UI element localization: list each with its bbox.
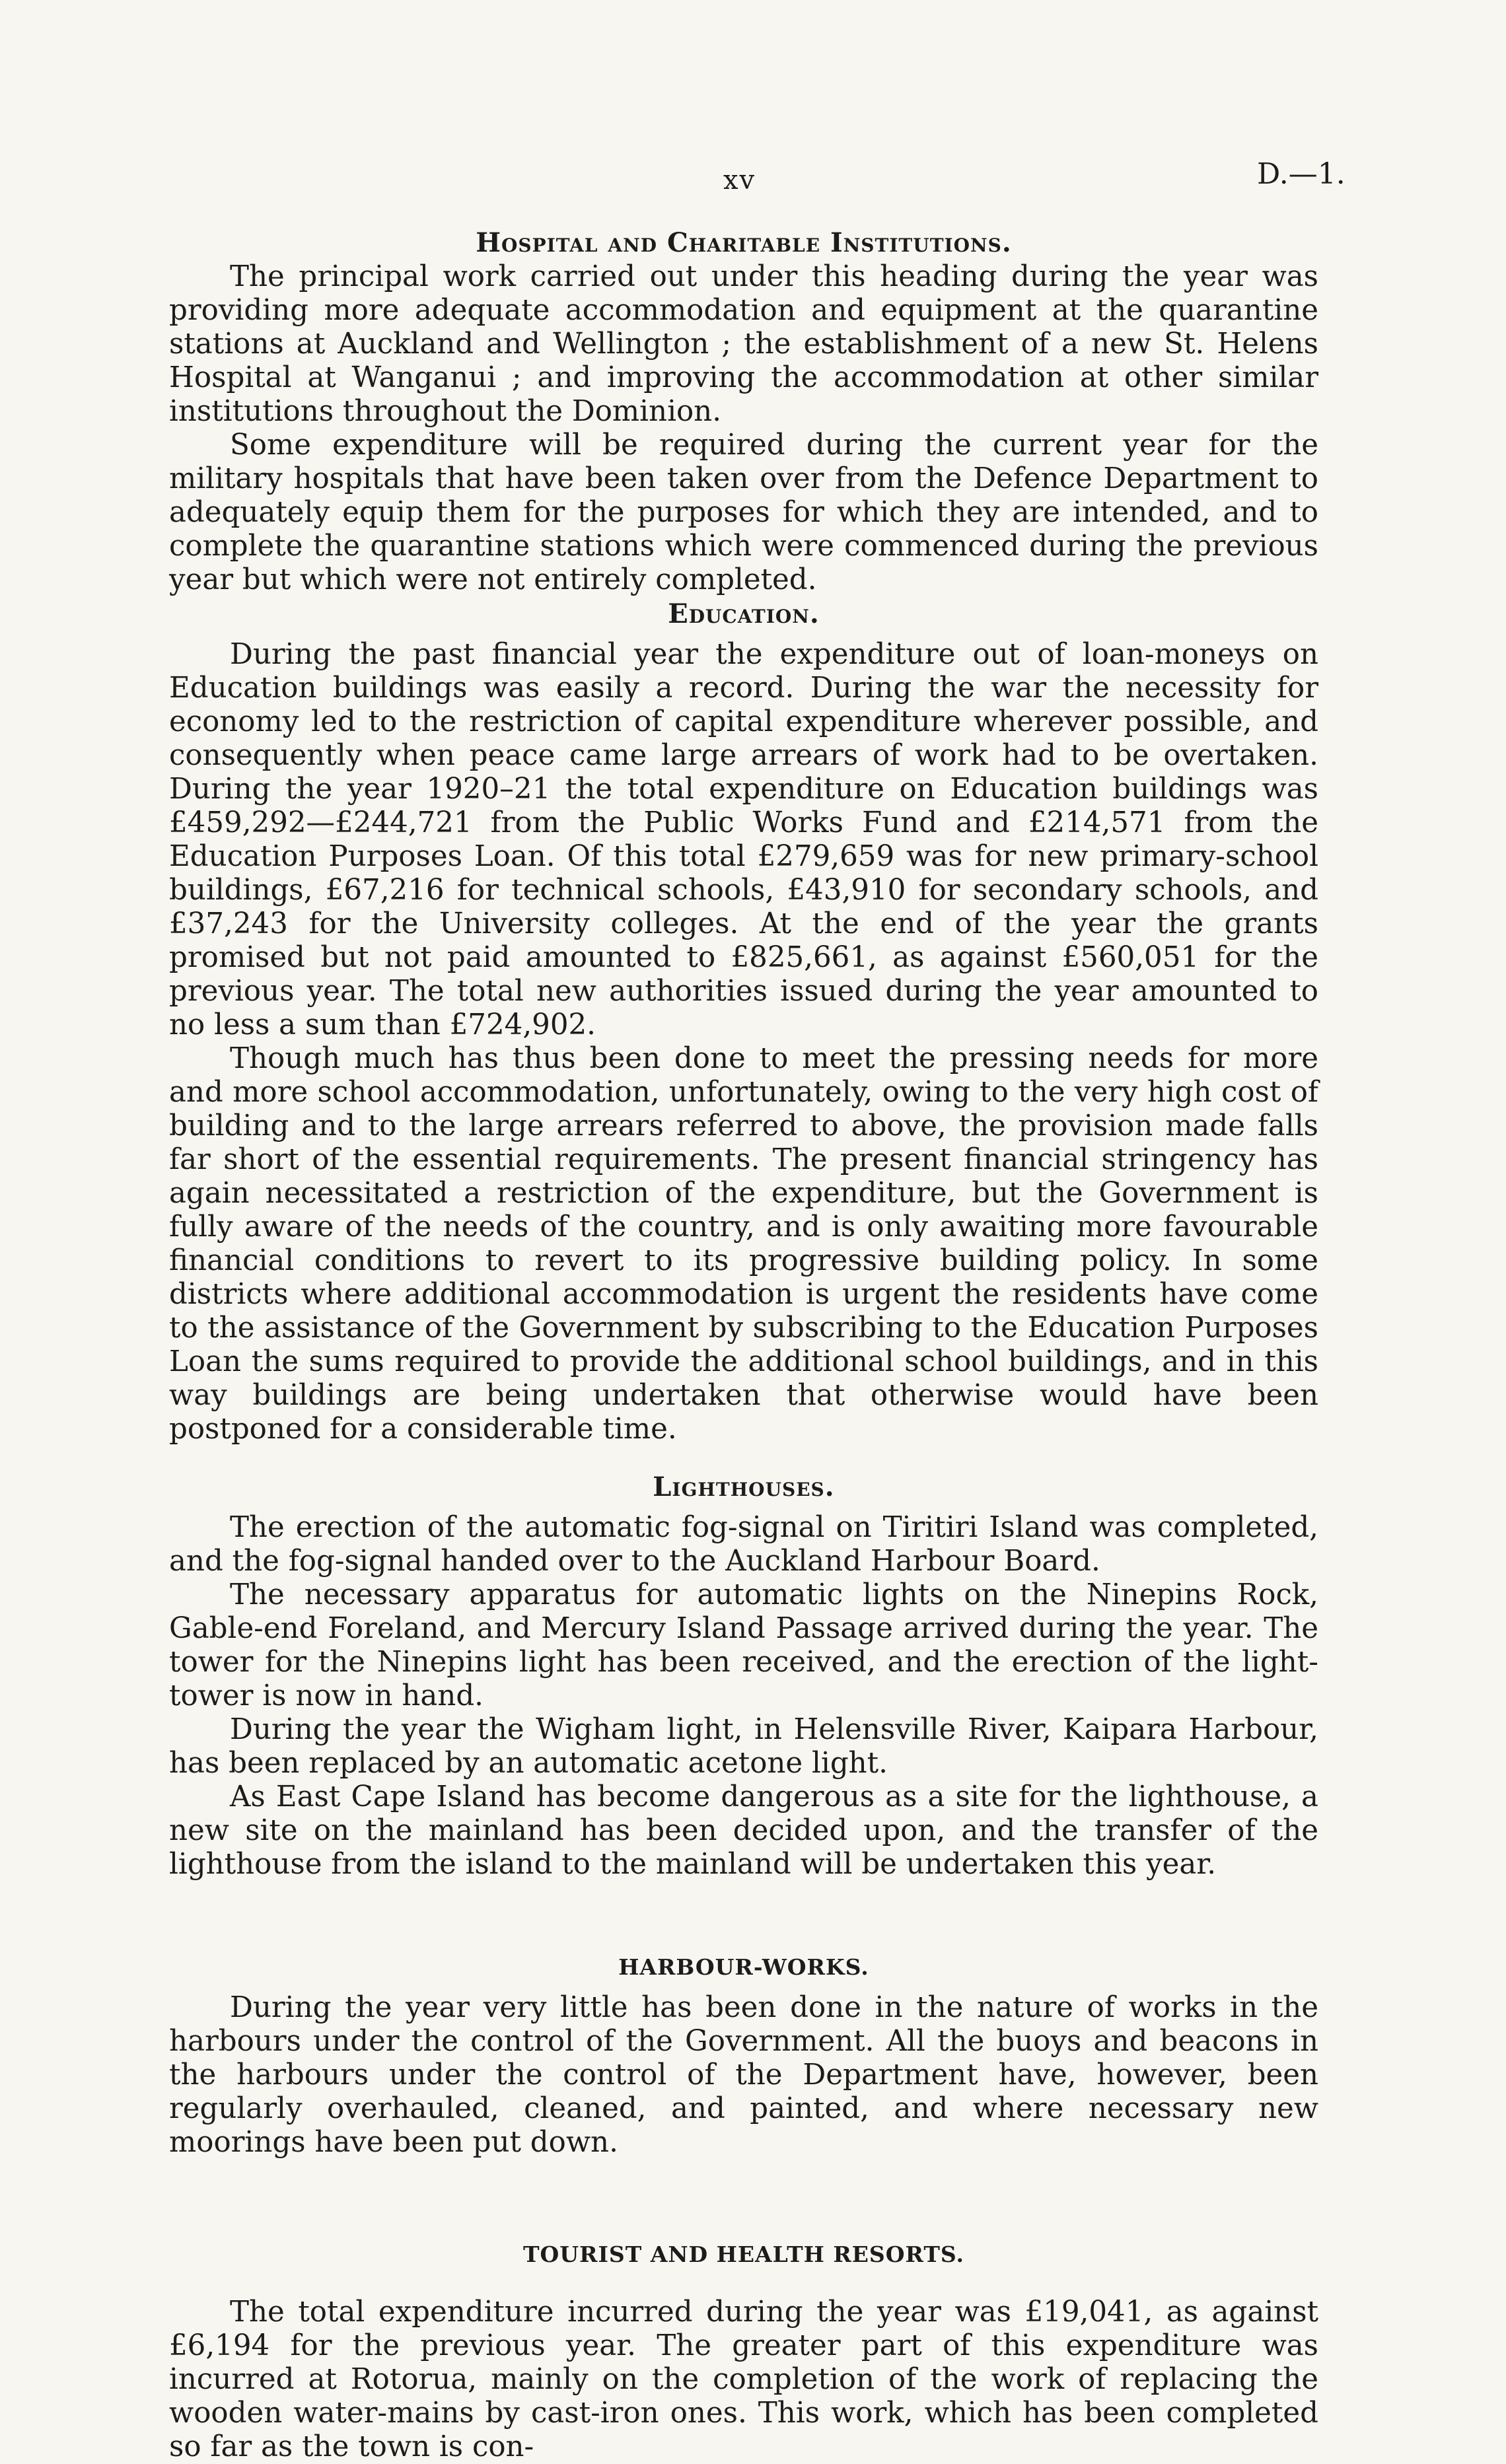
paragraph: During the year very little has been done in the nature of works in the harbours under the control of the Government. All the buoys and beacons in the harbours under the control of the Department have, however, been regularly overhauled, cleaned, and painted, and where necessary new moorings have been put down. — [169, 1991, 1318, 2159]
paragraph: The total expenditure incurred during the year was £19,041, as against £6,194 for the previous year. The greater part of this expenditure was incurred at Rotorua, mainly on the completion of the work of replacing the wooden water-mains by cast-iron ones. This work, which has been completed so far as the town is con- — [169, 2296, 1318, 2463]
paragraph: Some expenditure will be required during the current year for the military hospitals that have been taken over from the Defence Department to adequately equip them for the purposes for which they are intended, and to complete the quarantine stations which were commenced during the previous year but which were not entirely completed. — [169, 429, 1318, 596]
page-body — [169, 226, 1318, 2464]
paragraph: As East Cape Island has become dangerous as a site for the lighthouse, a new site on the mainland has been decided upon, and the transfer of the lighthouse from the island to the mainland will be undertaken this year. — [169, 1780, 1318, 1881]
paragraph: During the past financial year the expenditure out of loan-moneys on Education buildings was easily a record. During the war the necessity for economy led to the restriction of capital expenditure wherever possible, and consequently when peace came large arrears of work had to be overtaken. During the year 1920–21 the total expenditure on Education buildings was £459,292—£244,721 from the Public Works Fund and £214,571 from the Education Purposes Loan. Of this total £279,659 was for new primary-school buildings, £67,216 for technical schools, £43,910 for secondary schools, and £37,243 for the University colleges. At the end of the year the grants promised but not paid amounted to £825,661, as against £560,051 for the previous year. The total new authorities issued during the year amounted to no less a sum than £724,902. — [169, 638, 1318, 1041]
section-harbour-works — [169, 1950, 1318, 2160]
paragraph: The principal work carried out under this heading during the year was providing more adequate accommodation and equipment at the quarantine stations at Auckland and Wellington ; the establishment of a new St. Helens Hospital at Wanganui ; and improving the accommodation at other similar institutions throughout the Dominion. — [169, 260, 1318, 428]
section-heading: Education. — [668, 598, 820, 629]
section-heading: Lighthouses. — [653, 1471, 835, 1502]
section-hospital-charitable — [169, 226, 1318, 597]
document-reference: D.—1. — [1257, 157, 1345, 191]
page-number: xv — [723, 165, 756, 195]
section-heading: Hospital and Charitable Institutions. — [476, 227, 1012, 258]
section-education — [169, 597, 1318, 1446]
section-heading: TOURIST AND HEALTH RESORTS. — [522, 2241, 965, 2267]
section-tourist-health-resorts — [169, 2237, 1318, 2464]
paragraph: Though much has thus been done to meet the pressing needs for more and more school accommodation, unfortunately, owing to the very high cost of building and to the large arrears referred to above, the provision made falls far short of the essential requirements. The present financial stringency has again necessitated a restriction of the expenditure, but the Government is fully aware of the needs of the country, and is only awaiting more favourable financial conditions to revert to its progressive building policy. In some districts where additional accommodation is urgent the residents have come to the assistance of the Government by subscribing to the Education Purposes Loan the sums required to provide the additional school buildings, and in this way buildings are being undertaken that otherwise would have been postponed for a considerable time. — [169, 1042, 1318, 1446]
section-lighthouses — [169, 1470, 1318, 1882]
section-heading: HARBOUR-WORKS. — [618, 1954, 869, 1980]
paragraph: The necessary apparatus for automatic lights on the Ninepins Rock, Gable-end Foreland, and Mercury Island Passage arrived during the year. The tower for the Ninepins light has been received, and the erection of the light-tower is now in hand. — [169, 1578, 1318, 1712]
paragraph: The erection of the automatic fog-signal on Tiritiri Island was completed, and the fog-signal handed over to the Auckland Harbour Board. — [169, 1511, 1318, 1578]
paragraph: During the year the Wigham light, in Helensville River, Kaipara Harbour, has been replaced by an automatic acetone light. — [169, 1713, 1318, 1780]
